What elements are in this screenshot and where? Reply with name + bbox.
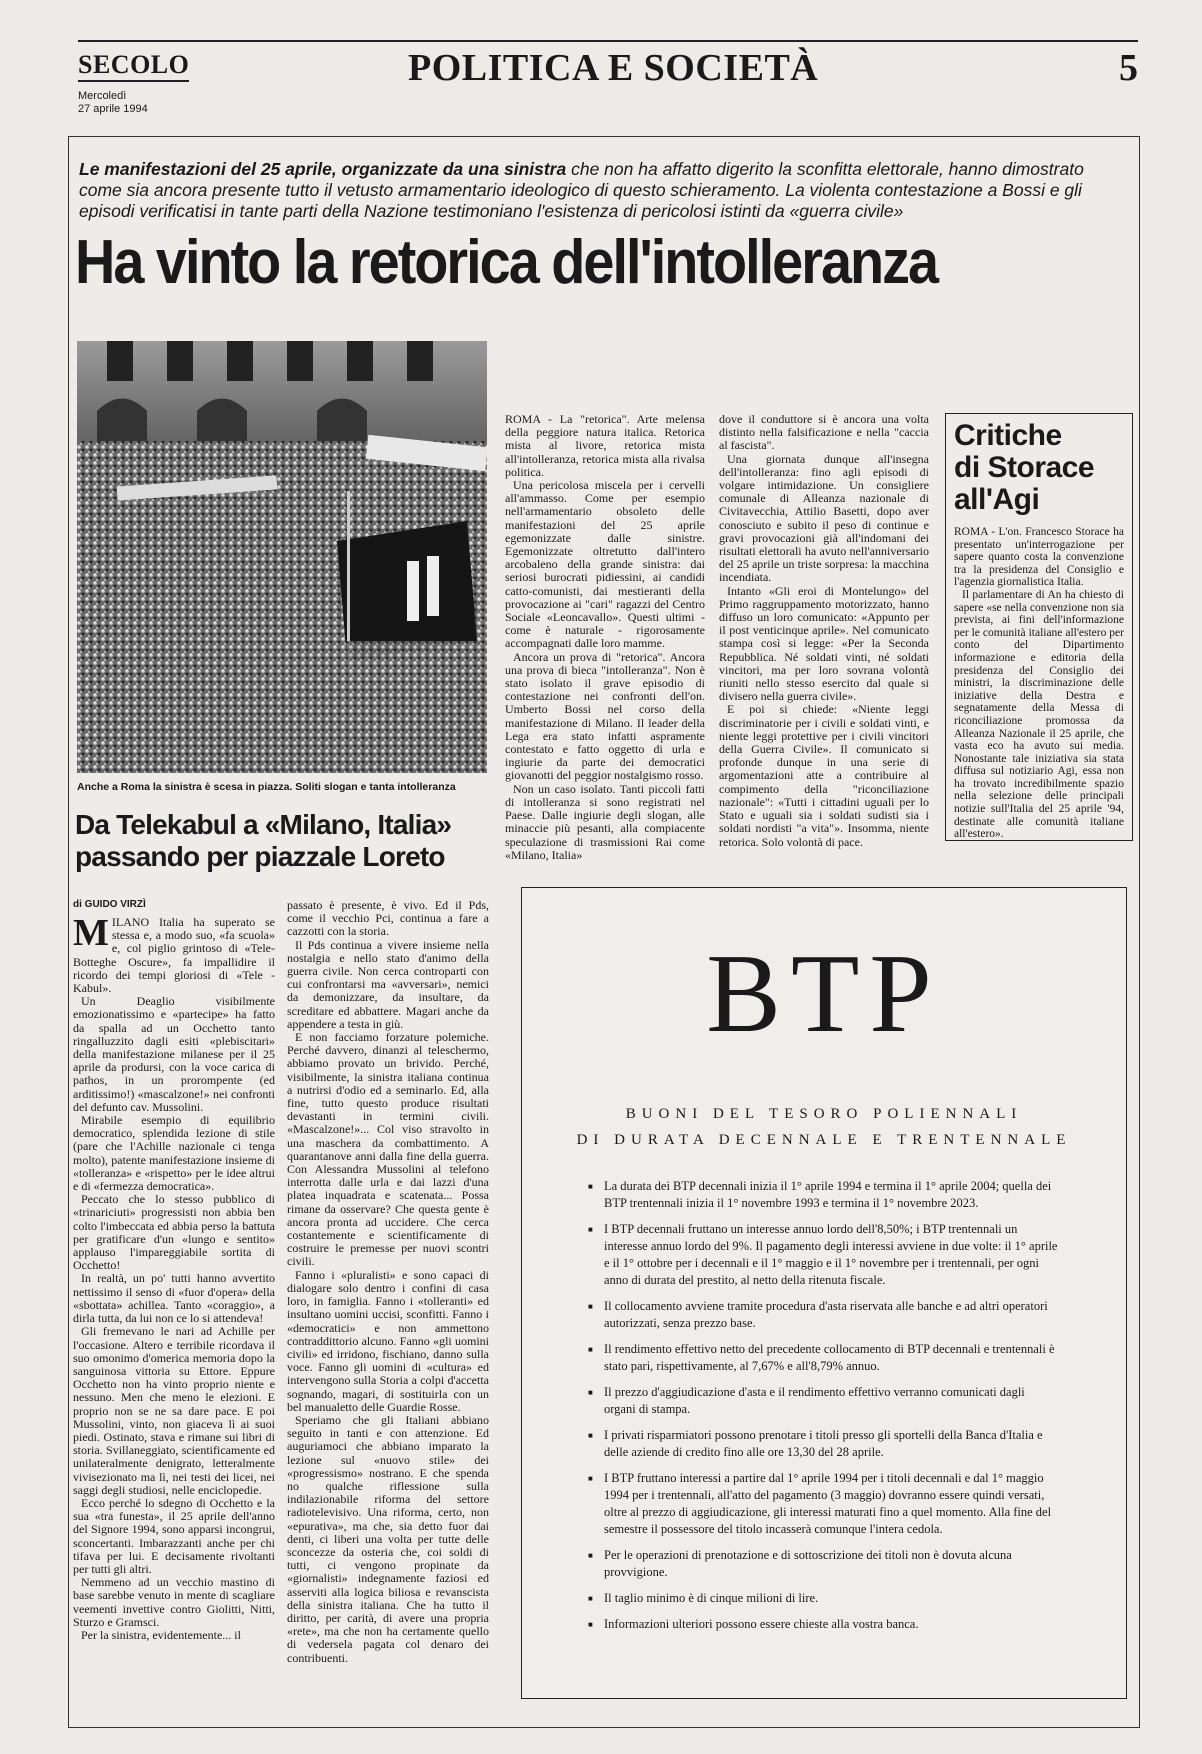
virzi-column-1 xyxy=(73,899,275,1721)
paragraph: Ecco perché lo sdegno di Occhetto e la sua «tra funesta», il 25 aprile dell'anno del Signore 1994, sono apparsi incongrui, sconcertanti. Imbarazzanti anche per chi tifava per lui. E decisamente rivoltanti per tutti gli altri. xyxy=(73,1495,275,1576)
byline: di GUIDO VIRZÌ xyxy=(73,899,146,910)
paragraph: passato è presente, è vivo. Ed il Pds, come il vecchio Pci, continua a fare a cazzotti con la storia. xyxy=(287,898,489,939)
sidebar-title-line: Critiche xyxy=(954,419,1062,452)
crowd-photo-image xyxy=(77,341,487,773)
paragraph: Non un caso isolato. Tanti piccoli fatti di intolleranza si sono registrati nel Paese. Dalle ingiurie degli slogan, alle minaccie più pesanti, alla compiacente speculazione di trasmissioni Rai come «Milano, Italia» xyxy=(505,781,705,862)
btp-advertisement xyxy=(521,887,1127,1699)
paragraph: Fanno i «pluralisti» e sono capaci di dialogare solo dentro i confini di casa loro, in famiglia. Fanno i «tolleranti» ed insultano uomini uccisi, sconfitti. Fanno i «democratici» e non ammettono contraddittorio alcuno. Fanno «gli uomini civili» ed irridono, fischiano, danno sulla voce. Fanno gli uomini di «cultura» ed intervengono sulla Storia a colpi d'accetta sognando, magari, di sostituirla con un bel manualetto delle Guardie Rosse. xyxy=(287,1267,489,1414)
ad-terms-list xyxy=(588,1178,1058,1642)
paragraph: Speriamo che gli Italiani abbiano seguito in tanti e con attenzione. Ed auguriamoci che abbiano imparato la lezione sul «nuovo stile» dei «progressismo» nostrano. E che spenda no qualche riflessione sulla indilazionabile riforma del settore radiotelevisivo. Una riforma, certo, non «epurativa», ma che, sia detto fuor dai denti, ci liberi una volta per tutte delle sconcezze da osteria che, coi soldi di tutti, ci vengono propinate da «giornalisti» indegnamente faziosi ed asserviti alla logica biliosa e revanscista della sinistra italiana. Che ha tutto il diritto, per carità, di avere una propria «rete», ma che non ha certamente quello di vedersela pagata col denaro dei contribuenti. xyxy=(287,1412,489,1665)
paragraph: ROMA - La "retorica". Arte melensa della peggiore natura italica. Retorica mista al livore, retorica mista all'intolleranza, retorica mista alla rivalsa politica. xyxy=(505,412,705,479)
crowd-photo xyxy=(77,341,487,773)
secondary-headline: Da Telekabul a «Milano, Italia» passando per piazzale Loreto xyxy=(75,809,452,872)
sidebar-title-line: all'Agi xyxy=(954,483,1040,516)
ad-term: ■ Informazioni ulteriori possono essere chieste alla vostra banca. xyxy=(588,1616,1058,1633)
issue-full-date: 27 aprile 1994 xyxy=(78,103,148,115)
paragraph: ROMA - L'on. Francesco Storace ha presentato un'interrogazione per sapere quanto costa la convenzione tra la presidenza del Consiglio e l'agenzia giornalistica Italia. xyxy=(954,526,1124,589)
ad-title: BTP xyxy=(706,932,942,1056)
main-article-frame xyxy=(68,136,1140,1728)
storace-sidebar xyxy=(945,413,1133,841)
page-number: 5 xyxy=(1119,47,1138,89)
paragraph: In realtà, un po' tutti hanno avvertito nettissimo il senso di «fuor d'opera» della «sbottata» achillea. Tanto «coraggio», a dirla tutta, da lui non ce lo si attendeva! xyxy=(73,1271,275,1326)
kicker-bold: Le manifestazioni del 25 aprile, organizzate da una sinistra xyxy=(79,159,567,179)
paragraph: Per la sinistra, evidentemente... il xyxy=(81,1627,241,1642)
sidebar-title xyxy=(954,420,1124,516)
ad-term: ■ Il rendimento effettivo netto del precedente collocamento di BTP decennali e trentennali è stato pari, rispettivamente, al 7,67% e all'8,79% annuo. xyxy=(588,1341,1058,1375)
ad-term: ■ Il prezzo d'aggiudicazione d'asta e il rendimento effettivo verranno comunicati dagli organi di stampa. xyxy=(588,1384,1058,1418)
ad-term: ■ I privati risparmiatori possono prenotare i titoli presso gli sportelli della Banca d'Italia e delle aziende di credito fino alle ore 13,30 del 28 aprile. xyxy=(588,1427,1058,1461)
issue-date xyxy=(78,90,148,116)
ad-subtitle: DI DURATA DECENNALE E TRENTENNALE xyxy=(576,1132,1072,1148)
paragraph: Ancora un prova di "retorica". Ancora una prova di bieca "intolleranza". Non è stato isolato il grave episodio di contestazione nei confronti dell'on. Umberto Bossi nel corso della manifestazione di Milano. Il leader della Lega era stato infatti aspramente contestato e fatto oggetto di urla e ingiurie da parte dei democratici giovanotti del peggior nostalgismo rosso. xyxy=(505,649,705,783)
ad-term: ■ Il taglio minimo è di cinque milioni di lire. xyxy=(588,1590,1058,1607)
kicker-rest: che non ha affatto digerito la sconfitta elettorale, hanno dimostrato come sia ancora presente tutto il vetusto armamentario ideologico di questo schieramento. La violenta contestazione a Bossi e gli episodi verificatisi in tante parti della Nazione testimoniano l'esistenza di pericolosi istinti da «guerra civile» xyxy=(79,159,1084,221)
paragraph: Una pericolosa miscela per i cervelli all'ammasso. Come per esempio nell'armamentario obsoleto delle manifestazioni del 25 aprile egemonizzate dalle sinistre. Egemonizzate oltretutto dall'intero arcobaleno della grande sinistra: dai seriosi burocrati pidiessini, ai candidi catto-comunisti, dai mestieranti della provocazione ai "cari" ragazzi del Centro Sociale «Leoncavallo». Questi ultimi - come è naturale - rigorosamente accompagnati dalle loro mamme. xyxy=(505,478,705,651)
paragraph: Il Pds continua a vivere insieme nella nostalgia e nello stato d'animo della guerra civile. Non cerca controparti con cui confrontarsi ma «avversari», nemici da demonizzare, da insultare, da screditare ed abbattere. Magari anche da appendere a testa in giù. xyxy=(287,937,489,1031)
paragraph: ILANO Italia ha superato se stessa e, a modo suo, «fa scuola» e, col piglio grintoso di «Tele-Botteghe Oscure», fa impallidire il ricordo dei tempi gloriosi di «Tele - Kabul». xyxy=(73,915,275,996)
ad-subtitle: BUONI DEL TESORO POLIENNALI xyxy=(625,1106,1023,1122)
paragraph: Intanto «Gli eroi di Montelungo» del Primo raggruppamento motorizzato, hanno diffuso un loro comunicato: «Appunto per il post venticinque aprile». Nel comunicato stampa così si legge: «Per la Seconda Repubblica. Né soldati vinti, né soldati vincitori, ma per loro sovrana volontà riuniti nello stesso esercito dal quale si divisero nella guerra civile». xyxy=(719,583,929,704)
paragraph: dove il conduttore si è ancora una volta distinto nella falsificazione e nella "caccia al fascista". xyxy=(719,412,929,453)
paragraph: Una giornata dunque all'insegna dell'intolleranza: fino agli episodi di volgare intimidazione. Un consigliere comunale di Alleanza nazionale di Civitavecchia, Attilio Basetti, dopo aver conosciuto e subito il peso di continue e gravi provocazioni già all'indomani dei risultati elettorali ha avuto nell'anniversario del 25 aprile un triste sorpresa: la macchina incendiata. xyxy=(719,451,929,585)
roma-column-1 xyxy=(505,412,705,862)
paragraph: Il parlamentare di An ha chiesto di sapere «se nella convenzione non sia prevista, ai fini dell'informazione per le comunità italiane all'estero per conto del Dipartimento informazione e editoria della presidenza del Consiglio dei ministri, la discriminazione delle iniziative della Destra e segnatamente della Messa di riconciliazione promossa da Alleanza Nazionale il 25 aprile, che vasta eco ha avuto sui media. Nonostante tale iniziativa sia stata diffusa sul notiziario Agi, essa non ha trovato incredibilmente spazio nella selezione delle principali notizie sull'Italia del 25 aprile '94, destinate alle comunità italiane all'estero». xyxy=(954,588,1124,841)
masthead xyxy=(78,40,1138,124)
ad-term: ■ La durata dei BTP decennali inizia il 1° aprile 1994 e termina il 1° aprile 2004; quella dei BTP trentennali inizia il 1° novembre 1993 e termina il 1° novembre 2023. xyxy=(588,1178,1058,1212)
dropcap: M xyxy=(73,912,109,954)
paragraph: Nemmeno ad un vecchio mastino di base sarebbe venuto in mente di scagliare veementi invettive contro Giolitti, Nitti, Sturzo e Gramsci. xyxy=(73,1575,275,1629)
section-title: POLITICA E SOCIETÀ xyxy=(408,47,819,89)
kicker-text xyxy=(79,159,1099,222)
paragraph: Un Deaglio visibilmente emozionatissimo e «partecipe» ha fatto da spalla ad un Occhetto tanto ringalluzzito dagli esiti «plebiscitari» della manifestazione milanese per il 25 aprile da prodursi, con la voce carica di pathos, in un prorompente (ed arditissimo!) «mascalzone!» nei confronti del defunto cav. Mussolini. xyxy=(73,994,275,1114)
paragraph: E non facciamo forzature polemiche. Perché davvero, dinanzi al teleschermo, abbiamo provato un brivido. Perché, visibilmente, la sinistra italiana continua a nutrirsi d'odio ed a seminarlo. Ed, alla fine, tutto questo produce risultati devastanti in termini civili. «Mascalzone!»... Col viso stravolto in una maschera da combattimento. A quarantanove anni dalla fine della guerra. Con Alessandra Mussolini al telefono interrotta dalle urla e dai lazzi d'una platea inquadrata e scatenata... Possa rimane da osservare? Che questa gente è ancora pronta ad uccidere. Che cerca costantemente e scientificamente di costruire le premesse per nuovi scontri civili. xyxy=(287,1030,489,1269)
ad-term: ■ I BTP decennali fruttano un interesse annuo lordo dell'8,50%; i BTP trentennali un interesse annuo lordo del 9%. Il pagamento degli interessi avviene in due volte: il 1° aprile e il 1° ottobre per i decennali e il 1° maggio e il 1° novembre per i trentennali, per ogni anno di durata del prestito, al netto della ritenuta fiscale. xyxy=(588,1221,1058,1289)
ad-term: ■ Il collocamento avviene tramite procedura d'asta riservata alle banche e ad altri operatori autorizzati, senza prezzo base. xyxy=(588,1298,1058,1332)
virzi-column-2 xyxy=(287,899,489,1721)
sidebar-title-line: di Storace xyxy=(954,451,1095,484)
issue-weekday: Mercoledì xyxy=(78,90,127,102)
photo-caption: Anche a Roma la sinistra è scesa in piazza. Soliti slogan e tanta intolleranza xyxy=(77,781,456,793)
newspaper-name: SECOLO xyxy=(78,50,190,79)
main-headline: Ha vinto la retorica dell'intolleranza xyxy=(75,228,938,297)
paragraph: Mirabile esempio di equilibrio democratico, splendida lezione di stile (pare che l'Achille nazionale ci tenga molto), patente manifestazione insieme di «tolleranza» e «rispetto» per le idee altrui e di «fermezza democratica». xyxy=(73,1113,275,1194)
paragraph: Gli fremevano le nari ad Achille per l'occasione. Altero e terribile ricordava il suo omonimo d'omerica memoria dopo la sanguinosa vittoria su Ettore. Eppure Occhetto non ha vinto proprio niente e nessuno. Men che meno le elezioni. E proprio non se ne sa dare pace. E poi Mussolini, vinto, non giaceva lì ai suoi piedi. Ostinato, stava e rimane sui libri di storia. Svillaneggiato, scientificamente ed unilateralmente denigrato, letteralmente vivisezionato ma lì, nei testi dei licei, nei saggi degli studiosi, nelle enciclopedie. xyxy=(73,1324,275,1497)
ad-term: ■ Per le operazioni di prenotazione e di sottoscrizione dei titoli non è dovuta alcuna provvigione. xyxy=(588,1547,1058,1581)
paragraph: E poi si chiede: «Niente leggi discriminatorie per i civili e soldati vinti, e niente leggi protettive per i civili vincitori della Guerra Civile». Il comunicato si profonde dunque in una serie di argomentazioni atte a contribuire al compimento della "riconciliazione nazionale": «Tutti i cittadini uguali per lo Stato e uguali sia i soldati sudisti sia i soldati nordisti "a vita"». Insomma, niente retorica. Solo volontà di pace. xyxy=(719,702,929,849)
ad-term: ■ I BTP fruttano interessi a partire dal 1° aprile 1994 per i titoli decennali e dal 1° maggio 1994 per i trentennali, all'atto del pagamento (3 maggio) dovranno essere quindi versati, oltre al prezzo di aggiudicazione, gli interessi maturati fino a quel momento. Alla fine del semestre il possessore del titolo incasserà comunque l'intera cedola. xyxy=(588,1470,1058,1538)
sidebar-body xyxy=(954,526,1124,841)
paragraph: Peccato che lo stesso pubblico di «trinariciuti» progressisti non abbia ben colto l'imbeccata ed abbia perso la battuta per gratificare d'un «lungo e sentito» applauso l'impareggiabile sortita di Occhetto! xyxy=(73,1192,275,1273)
roma-column-2 xyxy=(719,413,929,853)
